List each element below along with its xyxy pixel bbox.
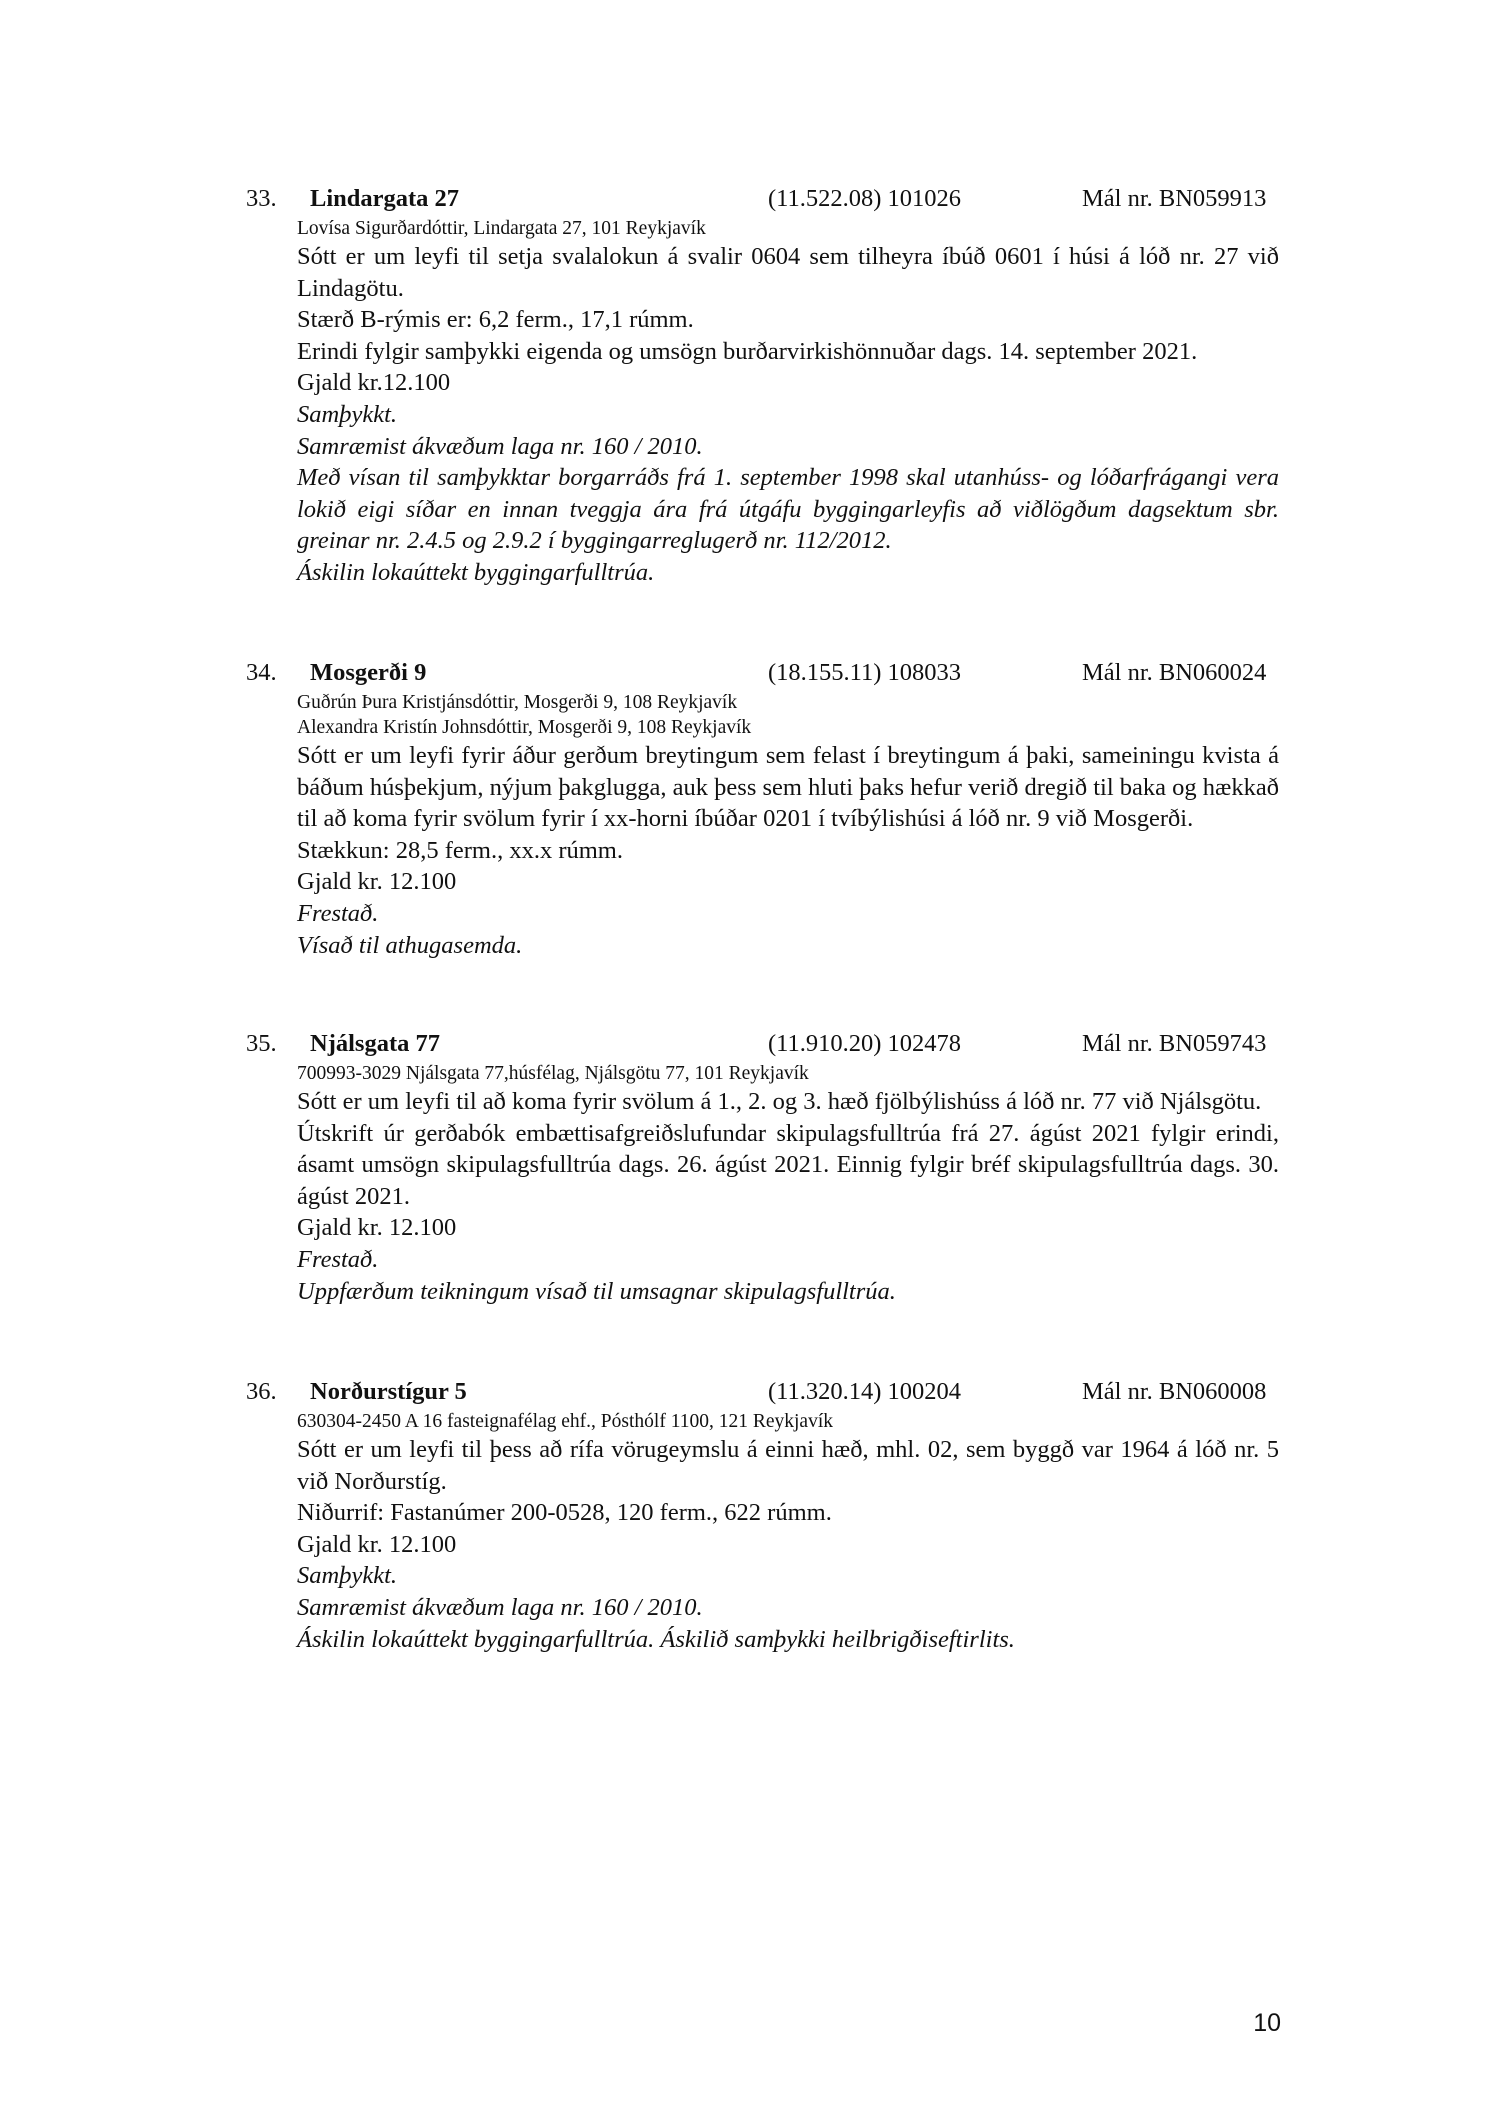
- case-decision: Frestað.: [297, 1245, 379, 1273]
- case-address: Norðurstígur 5: [310, 1378, 467, 1405]
- applicant: 700993-3029 Njálsgata 77,húsfélag, Njálsgötu 77, 101 Reykjavík: [297, 1063, 809, 1084]
- case-36: [246, 1375, 1286, 1655]
- case-35: [246, 1027, 1286, 1307]
- case-detail: Erindi fylgir samþykki eigenda og umsögn burðarvirkishönnuðar dags. 14. september 2021.: [297, 337, 1198, 365]
- applicant: Lovísa Sigurðardóttir, Lindargata 27, 101 Reykjavík: [297, 218, 706, 239]
- case-decision: Uppfærðum teikningum vísað til umsagnar skipulagsfulltrúa.: [297, 1277, 896, 1305]
- case-detail: Stærð B-rýmis er: 6,2 ferm., 17,1 rúmm.: [297, 306, 694, 334]
- case-decision: Samþykkt.: [297, 400, 397, 428]
- case-file-number: Mál nr. BN059743: [1082, 1030, 1267, 1057]
- case-description: Sótt er um leyfi til að koma fyrir svölum á 1., 2. og 3. hæð fjölbýlishúss á lóð nr. 77 við Njálsgötu.: [297, 1088, 1262, 1115]
- case-fee: Gjald kr. 12.100: [297, 1530, 457, 1558]
- case-decision: Samræmist ákvæðum laga nr. 160 / 2010.: [297, 432, 703, 460]
- case-detail: Útskrift úr gerðabók embættisafgreiðslufundar skipulagsfulltrúa frá 27. ágúst 2021 fylgir erindi, ásamt umsögn skipulagsfulltrúa dags. 26. ágúst 2021. Einnig fylgir bréf skipulagsfulltrúa dags. 30. ágúst 2021.: [297, 1119, 1279, 1210]
- case-body: [297, 1061, 1279, 1307]
- case-number: 35.: [246, 1030, 277, 1057]
- case-number: 33.: [246, 185, 277, 212]
- case-body: [297, 216, 1279, 589]
- case-body: [297, 690, 1279, 961]
- page-number: 10: [1253, 2009, 1281, 2037]
- case-header: [246, 1375, 1286, 1409]
- case-header: [246, 1027, 1286, 1061]
- case-34: [246, 656, 1286, 961]
- applicant: Guðrún Þura Kristjánsdóttir, Mosgerði 9, 108 Reykjavík: [297, 692, 738, 713]
- case-address: Njálsgata 77: [310, 1030, 440, 1057]
- case-reference: (11.522.08) 101026: [768, 185, 962, 212]
- case-description: Sótt er um leyfi fyrir áður gerðum breytingum sem felast í breytingum á þaki, sameiningu kvista á báðum húsþekjum, nýjum þakglugga, auk þess sem hluti þaks hefur verið dregið til baka og hækkað til að koma fyrir svölum fyrir í xx-horni íbúðar 0201 í tvíbýlishúsi á lóð nr. 9 við Mosgerði.: [297, 742, 1279, 833]
- case-reference: (11.910.20) 102478: [768, 1030, 962, 1057]
- case-decision: Með vísan til samþykktar borgarráðs frá 1. september 1998 skal utanhúss- og lóðarfrágangi vera lokið eigi síðar en innan tveggja ára frá útgáfu byggingarleyfis að viðlögðum dagsektum sbr. greinar nr. 2.4.5 og 2.9.2 í byggingarreglugerð nr. 112/2012.: [297, 464, 1279, 555]
- case-description: Sótt er um leyfi til setja svalalokun á svalir 0604 sem tilheyra íbúð 0601 í húsi á lóð nr. 27 við Lindagötu.: [297, 243, 1279, 302]
- case-decision: Samræmist ákvæðum laga nr. 160 / 2010.: [297, 1593, 703, 1621]
- case-fee: Gjald kr. 12.100: [297, 1214, 457, 1242]
- case-fee: Gjald kr.12.100: [297, 369, 451, 397]
- case-description: Sótt er um leyfi til þess að rífa vörugeymslu á einni hæð, mhl. 02, sem byggð var 1964 á lóð nr. 5 við Norðurstíg.: [297, 1436, 1279, 1495]
- case-fee: Gjald kr. 12.100: [297, 868, 457, 896]
- applicant: 630304-2450 A 16 fasteignafélag ehf., Pósthólf 1100, 121 Reykjavík: [297, 1411, 833, 1432]
- case-header: [246, 656, 1286, 690]
- case-decision: Vísað til athugasemda.: [297, 931, 523, 959]
- case-reference: (18.155.11) 108033: [768, 659, 962, 686]
- case-address: Mosgerði 9: [310, 659, 427, 686]
- case-address: Lindargata 27: [310, 185, 460, 212]
- case-file-number: Mál nr. BN060008: [1082, 1378, 1267, 1405]
- applicant: Alexandra Kristín Johnsdóttir, Mosgerði 9, 108 Reykjavík: [297, 717, 752, 738]
- case-reference: (11.320.14) 100204: [768, 1378, 962, 1405]
- case-decision: Áskilin lokaúttekt byggingarfulltrúa. Áskilið samþykki heilbrigðiseftirlits.: [297, 1625, 1015, 1653]
- case-body: [297, 1409, 1279, 1655]
- case-file-number: Mál nr. BN059913: [1082, 185, 1267, 212]
- case-detail: Niðurrif: Fastanúmer 200-0528, 120 ferm., 622 rúmm.: [297, 1499, 832, 1527]
- case-header: [246, 182, 1286, 216]
- case-number: 34.: [246, 659, 277, 686]
- case-file-number: Mál nr. BN060024: [1082, 659, 1267, 686]
- case-number: 36.: [246, 1378, 277, 1405]
- case-decision: Áskilin lokaúttekt byggingarfulltrúa.: [297, 558, 655, 586]
- case-detail: Stækkun: 28,5 ferm., xx.x rúmm.: [297, 836, 623, 864]
- case-33: [246, 182, 1286, 589]
- case-decision: Frestað.: [297, 899, 379, 927]
- case-decision: Samþykkt.: [297, 1562, 397, 1590]
